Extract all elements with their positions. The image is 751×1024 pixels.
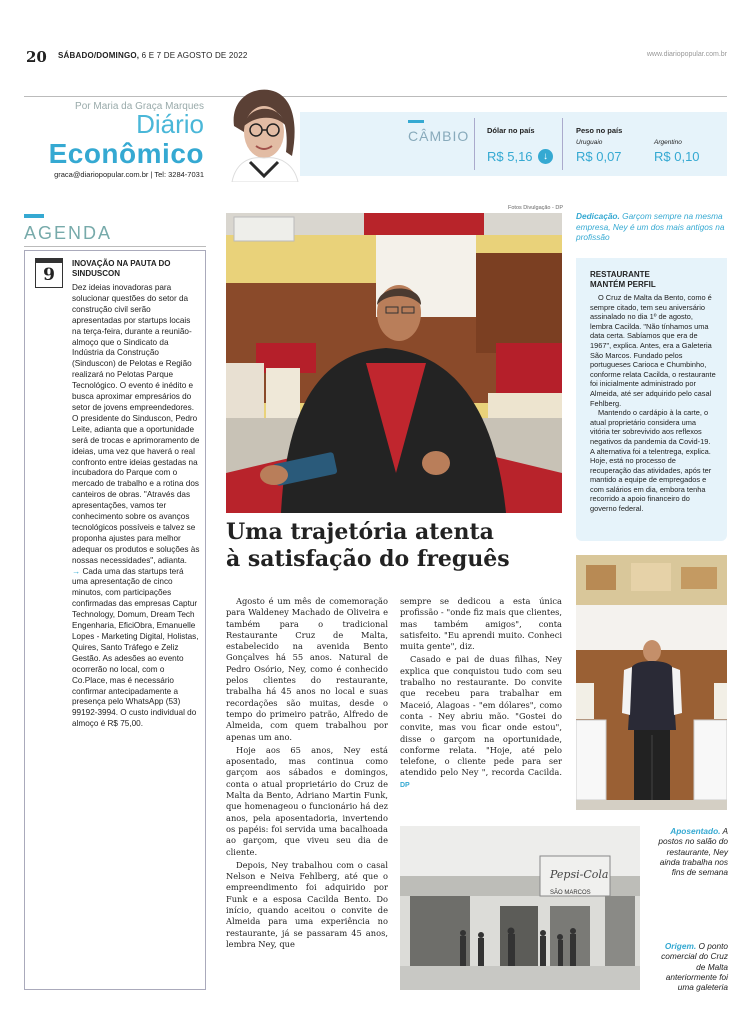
- photo-credit: Fotos Divulgação - DP: [508, 205, 564, 211]
- article-paragraph-text: Casado e pai de duas filhas, Ney explica que conquistou tudo com seu trabalho no restaurante. Do convite que recebeu para trabalhar em Maceió, Alagoas - "em dólares", como conta - Ney abriu mão. "Gostei do convite, mas vou ficar onde estou", disse o garçom na oportunidade, conforme relata. "Hoje, até pelo telefone, o cliente pede para ser atendido pelo Ney ", recorda Cacilda.: [400, 654, 562, 778]
- article-paragraph: sempre se dedicou a esta única profissão - "onde fiz mais que clientes, mas também amigos", conta satisfeito. "Eu aprendi muito. Conheci muita gente", diz.: [400, 596, 562, 652]
- caption-text: Garçom sempre na mesma empresa, Ney é um dos mais antigos na profissão: [576, 211, 725, 242]
- article-column-2: [400, 596, 562, 793]
- old-photo-shop-name: SÃO MARCOS: [550, 890, 591, 896]
- column-title-line2: Econômico: [48, 138, 204, 169]
- article-column-1: [226, 596, 388, 952]
- header-divider: [24, 96, 727, 97]
- peso-header: Peso no país: [576, 126, 623, 135]
- agenda-title: INOVAÇÃO NA PAUTA DO SINDUSCON: [72, 259, 171, 278]
- caption-lead: Dedicação.: [576, 211, 620, 221]
- cambio-divider: [562, 118, 563, 170]
- byline: Por Maria da Graça Marques: [75, 101, 204, 112]
- perfil-heading: [590, 270, 720, 289]
- agenda-divider: [24, 246, 206, 247]
- caption-lead: Origem.: [664, 941, 697, 951]
- article-paragraph: [400, 654, 562, 791]
- perfil-paragraph: O Cruz de Malta da Bento, como é sempre citado, tem seu aniversário assinalado no dia 1º de agosto, lembra Cacilda. "Não tínhamos uma data certa. Sabíamos que era de 1967", explica. Antes, era a Galeteria São Marcos. Fundado pelos portugueses Carioca e Chumbinho, conforme relata Cacilda, o restaurante foi inicialmente administrado por Almeida, até ser adquirido pelo casal Fehlberg.: [590, 293, 716, 408]
- dateline-day: SÁBADO/DOMINGO,: [58, 51, 140, 60]
- perfil-body: [590, 293, 716, 514]
- page-number: 20: [26, 48, 47, 66]
- article-signoff: DP: [400, 781, 410, 789]
- agenda-label: AGENDA: [24, 223, 113, 243]
- article-paragraph: Depois, Ney trabalhou com o casal Nelson e Neiva Fehlberg, até que o empreendimento foi adquirido por Funk e a esposa Cacilda Bento. Do início, quando aceitou o convite de Almeida para uma experiência no restaurante, já se passaram 45 anos, lembra Ney, que: [226, 859, 388, 949]
- agenda-paragraph: [72, 567, 200, 731]
- origem-caption: [650, 941, 728, 992]
- perfil-paragraph: Mantendo o cardápio à la carte, o atual proprietário considera uma vitória ter sobrevivido aos reflexos negativos da pandemia da Covid-19. A alternativa foi a telentrega, explica. Hoje, está no processo de recuperação das atividades, após ter mantido a equipe de empregados e com salários em dia, embora tenha recorrido a apoio financeiro do governo federal.: [590, 408, 712, 514]
- calendar-icon: 9: [35, 262, 63, 288]
- article-paragraph: Hoje aos 65 anos, Ney está aposentado, mas continua como garçom aos sábados e domingos, conta o atual proprietário do Cruz de Malta da Bento, Adriano Martin Funk, que homenageou o funcionário há dez anos, pela aposentadoria, invertendo os papéis: foi servida uma bacalhoada ao garçom, que viveu seu dia de cliente.: [226, 744, 388, 857]
- arrow-right-icon: →: [72, 566, 81, 576]
- headline-line: à satisfação do freguês: [226, 546, 510, 572]
- article-headline: [226, 519, 572, 573]
- article-paragraph: Agosto é um mês de comemoração para Waldeney Machado de Oliveira e também para o tradicional Restaurante Cruz de Malta, estabelecido na avenida Bento Gonçalves há 55 anos. Natural de Pedro Osório, Ney, como é conhecido pelos clientes do restaurante, trabalha há 45 anos no local e suas recordações são muitas, desde o tempo do primeiro patrão, Alfredo de Almeida, com quem trabalhou por apenas um ano.: [226, 596, 388, 742]
- arrow-down-icon: ↓: [538, 149, 553, 164]
- old-storefront-photo: [400, 826, 640, 990]
- dateline-date: 6 E 7 DE AGOSTO DE 2022: [139, 51, 248, 60]
- perfil-heading-line: RESTAURANTE: [590, 270, 650, 279]
- dolar-header: Dólar no país: [487, 126, 535, 135]
- perfil-heading-line: MANTÉM PERFIL: [590, 279, 656, 289]
- caption-lead: Aposentado.: [670, 826, 721, 836]
- waiter-seated-photo: [226, 213, 562, 513]
- dolar-value: R$ 5,16: [487, 149, 533, 164]
- aposentado-caption: [650, 826, 728, 877]
- agenda-paragraph-text: Cada uma das startups terá uma apresentação de cinco minutos, com participações confirmadas das empresas Captur Technology, Domum, Dream Tech Engenharia, EficiObra, Emanuelle Lopes - Marketing Digital, Holistas, Quires, Santo Tráfego e Zeliz Gestão. As adesões ao evento ocorrerão no local, com o Co.Place, mas é necessário confirmar antecipadamente a presença pelo WhatsApp (53) 99192-3994. O custo individual do almoço é R$ 75,00.: [72, 566, 199, 729]
- agenda-paragraph: Dez ideias inovadoras para solucionar questões do setor da construção civil serão apresentadas por startups locais na terça-feira, durante a reunião-almoço que o Sindicato da Indústria da Construção (Sinduscon) de Pelotas e Região realizará no Pelotas Parque Tecnológico. O evento é inédito e busca aproximar empresários do setor de jovens empreendedores. O presidente do Sinduscon, Pedro Leite, adianta que a oportunidade será de trocas e aprimoramento de ideias, uma vez que haverá o real confronto entre ideias gestadas na incubadora do Parque com o mercado de trabalho e a rotina dos canteiros de obras. "Através das apresentações, vamos ter conhecimento sobre os avanços tecnológicos possíveis e talvez se proponha ajustes para melhor adequar os produtos e soluções às nossas necessidades", adianta.: [72, 283, 200, 565]
- column-title-line1: Diário: [136, 109, 204, 139]
- site-url[interactable]: www.diariopopular.com.br: [646, 51, 727, 58]
- peso-argentino-value: R$ 0,10: [654, 149, 700, 164]
- cambio-accent-bar: [408, 120, 424, 123]
- peso-uruguaio-value: R$ 0,07: [576, 149, 622, 164]
- dedicacao-caption: [576, 211, 726, 243]
- waiter-standing-photo: [576, 555, 727, 810]
- cambio-divider: [474, 118, 475, 170]
- column-contact[interactable]: graca@diariopopular.com.br | Tel: 3284-7031: [54, 170, 204, 179]
- columnist-portrait: [228, 86, 302, 182]
- agenda-accent-bar: [24, 214, 44, 218]
- peso-argentino-label: Argentino: [654, 139, 682, 146]
- caption-text: A postos no salão do restaurante, Ney ainda trabalha nos fins de semana: [658, 826, 728, 878]
- agenda-body: [72, 283, 200, 730]
- old-photo-sign: Pepsi-Cola: [550, 868, 609, 881]
- cambio-label: CÂMBIO: [408, 128, 470, 144]
- headline-line: Uma trajetória atenta: [226, 519, 494, 545]
- caption-text: O ponto comercial do Cruz de Malta anteriormente foi uma galeteria: [661, 941, 728, 993]
- peso-uruguaio-label: Uruguaio: [576, 139, 603, 146]
- dateline: [58, 51, 248, 60]
